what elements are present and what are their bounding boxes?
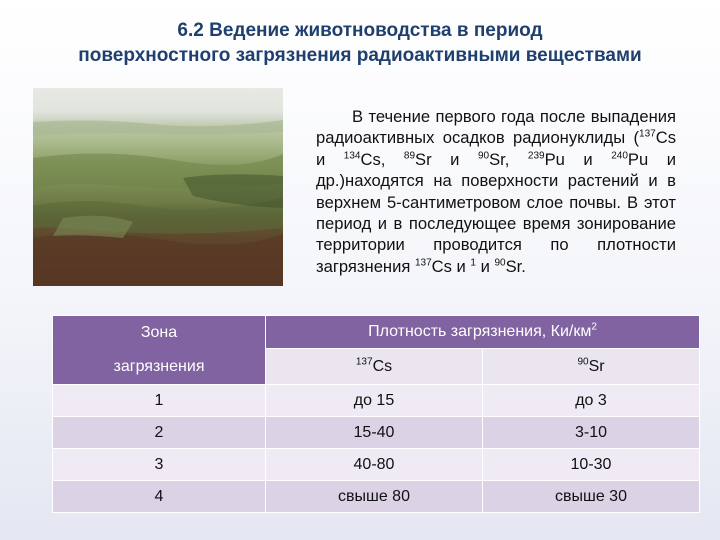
- description-paragraph: В течение первого года после выпадения радиоактивных осадков радионуклиды ($^{137}$Cs и $^{134}$Cs, $^{89}$Sr и $^{90}$Sr, $^{239}$Pu и $^{240}$Pu и др.)находятся на поверхности растений и в верхнем 5-сантиметровом слое почвы. В этот период и в последующее время зонирование территории проводится по плотности загрязнения $^{137}$Cs и $^1$ и $^{90}$Sr.: [316, 107, 676, 276]
- sr-cell: до 3: [483, 385, 700, 417]
- sr90-mass: 90: [477, 150, 490, 162]
- cs-cell: до 15: [266, 385, 483, 417]
- sr90b-mass: 90: [494, 257, 506, 269]
- density-column-header: Плотность загрязнения, $Ки/км^2$: [266, 316, 700, 349]
- sr-cell: 3-10: [483, 417, 700, 449]
- zone-cell: 3: [53, 449, 266, 481]
- sr90-subheader: $^{90}$Sr: [483, 349, 700, 385]
- cs-cell: 40-80: [266, 449, 483, 481]
- zone-cell: 1: [53, 385, 266, 417]
- contamination-zones-table: [52, 315, 700, 513]
- table-row: [53, 481, 700, 513]
- title-line-2: поверхностного загрязнения радиоактивными веществами: [78, 45, 642, 66]
- slide-title: [0, 18, 720, 68]
- title-line-1: 6.2 Ведение животноводства в период: [177, 20, 543, 41]
- cs-cell: 15-40: [266, 417, 483, 449]
- pu240-mass: 240: [611, 150, 628, 162]
- sr-cell: 10-30: [483, 449, 700, 481]
- table-row: [53, 417, 700, 449]
- zone-cell: 4: [53, 481, 266, 513]
- table-row: [53, 385, 700, 417]
- sr89-mass: 89: [403, 150, 416, 162]
- cs-cell: свыше 80: [266, 481, 483, 513]
- zone-cell: 2: [53, 417, 266, 449]
- sup-one: 1: [470, 257, 476, 269]
- cs137b-mass: 137: [414, 257, 432, 269]
- cs137-subheader: $^{137}$Cs: [266, 349, 483, 385]
- cs134-mass: 134: [343, 150, 361, 162]
- cs137-mass: 137: [639, 128, 656, 140]
- landscape-photo: [33, 88, 283, 286]
- table-row: [53, 449, 700, 481]
- sr-cell: свыше 30: [483, 481, 700, 513]
- pu239-mass: 239: [527, 150, 545, 162]
- zone-column-header: Зона загрязнения: [53, 316, 266, 385]
- landscape-photo-art: [33, 88, 283, 286]
